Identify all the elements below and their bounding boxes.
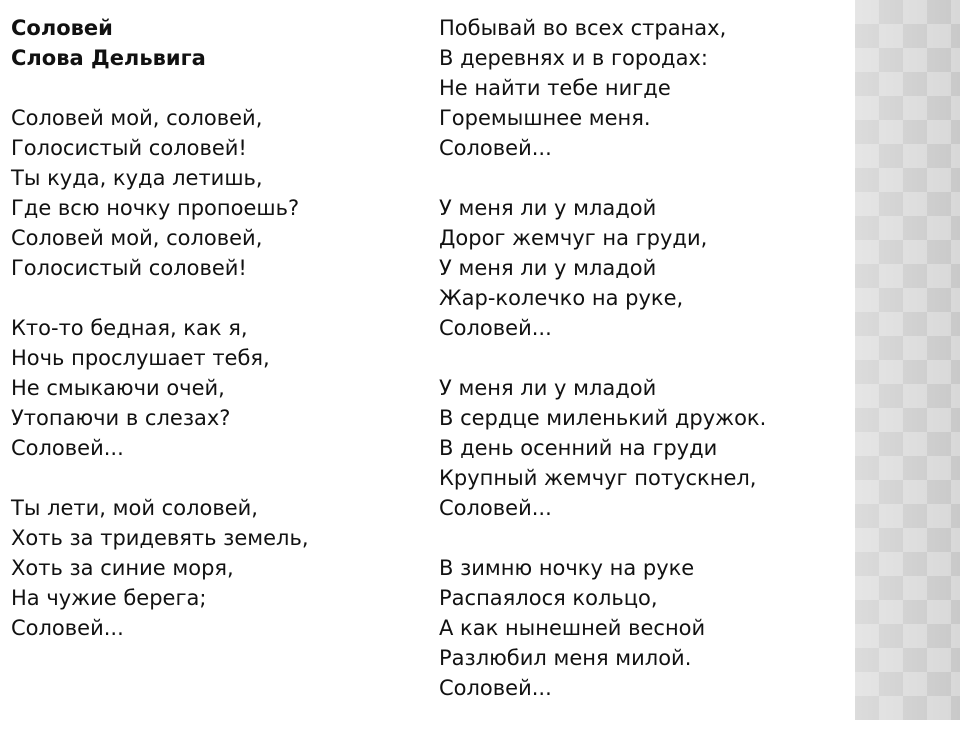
verse-line: В сердце миленький дружок.: [439, 406, 767, 430]
verse-line: Соловей...: [11, 436, 124, 460]
left-column: [11, 13, 309, 673]
verse-line: У меня ли у младой: [439, 376, 657, 400]
verse-line: Голосистый соловей!: [11, 136, 247, 160]
stanza: [11, 313, 309, 463]
verse-line: Ночь прослушает тебя,: [11, 346, 270, 370]
verse-line: Соловей...: [439, 676, 552, 700]
verse-line: Жар-колечко на руке,: [439, 286, 684, 310]
stanza: [439, 553, 766, 703]
verse-line: Голосистый соловей!: [11, 256, 247, 280]
verse-line: Распаялося кольцо,: [439, 586, 658, 610]
poem-title: Соловей: [11, 16, 113, 40]
verse-line: Соловей мой, соловей,: [11, 106, 263, 130]
verse-line: Соловей...: [439, 136, 552, 160]
stanza: [439, 13, 766, 163]
verse-line: Соловей...: [439, 496, 552, 520]
verse-line: Не смыкаючи очей,: [11, 376, 225, 400]
stanza: [11, 493, 309, 643]
verse-line: У меня ли у младой: [439, 196, 657, 220]
verse-line: Дорог жемчуг на груди,: [439, 226, 708, 250]
decorative-side-pattern: [855, 0, 960, 720]
verse-line: Ты лети, мой соловей,: [11, 496, 258, 520]
verse-line: Утопаючи в слезах?: [11, 406, 231, 430]
verse-line: Соловей...: [439, 316, 552, 340]
stanza: [439, 373, 766, 523]
poem-header: [11, 13, 309, 73]
verse-line: В зимню ночку на руке: [439, 556, 695, 580]
verse-line: Крупный жемчуг потускнел,: [439, 466, 757, 490]
poem-subtitle: Слова Дельвига: [11, 46, 206, 70]
verse-line: Ты куда, куда летишь,: [11, 166, 263, 190]
stanza: [439, 193, 766, 343]
verse-line: Побывай во всех странах,: [439, 16, 727, 40]
verse-line: А как нынешней весной: [439, 616, 706, 640]
verse-line: Соловей мой, соловей,: [11, 226, 263, 250]
right-column: [439, 13, 766, 733]
verse-line: Хоть за синие моря,: [11, 556, 234, 580]
verse-line: Разлюбил меня милой.: [439, 646, 692, 670]
verse-line: Где всю ночку пропоешь?: [11, 196, 300, 220]
verse-line: Хоть за тридевять земель,: [11, 526, 309, 550]
verse-line: Соловей...: [11, 616, 124, 640]
verse-line: Кто-то бедная, как я,: [11, 316, 248, 340]
verse-line: У меня ли у младой: [439, 256, 657, 280]
verse-line: В день осенний на груди: [439, 436, 718, 460]
verse-line: На чужие берега;: [11, 586, 207, 610]
verse-line: Горемышнее меня.: [439, 106, 651, 130]
verse-line: В деревнях и в городах:: [439, 46, 708, 70]
stanza: [11, 103, 309, 283]
verse-line: Не найти тебе нигде: [439, 76, 671, 100]
